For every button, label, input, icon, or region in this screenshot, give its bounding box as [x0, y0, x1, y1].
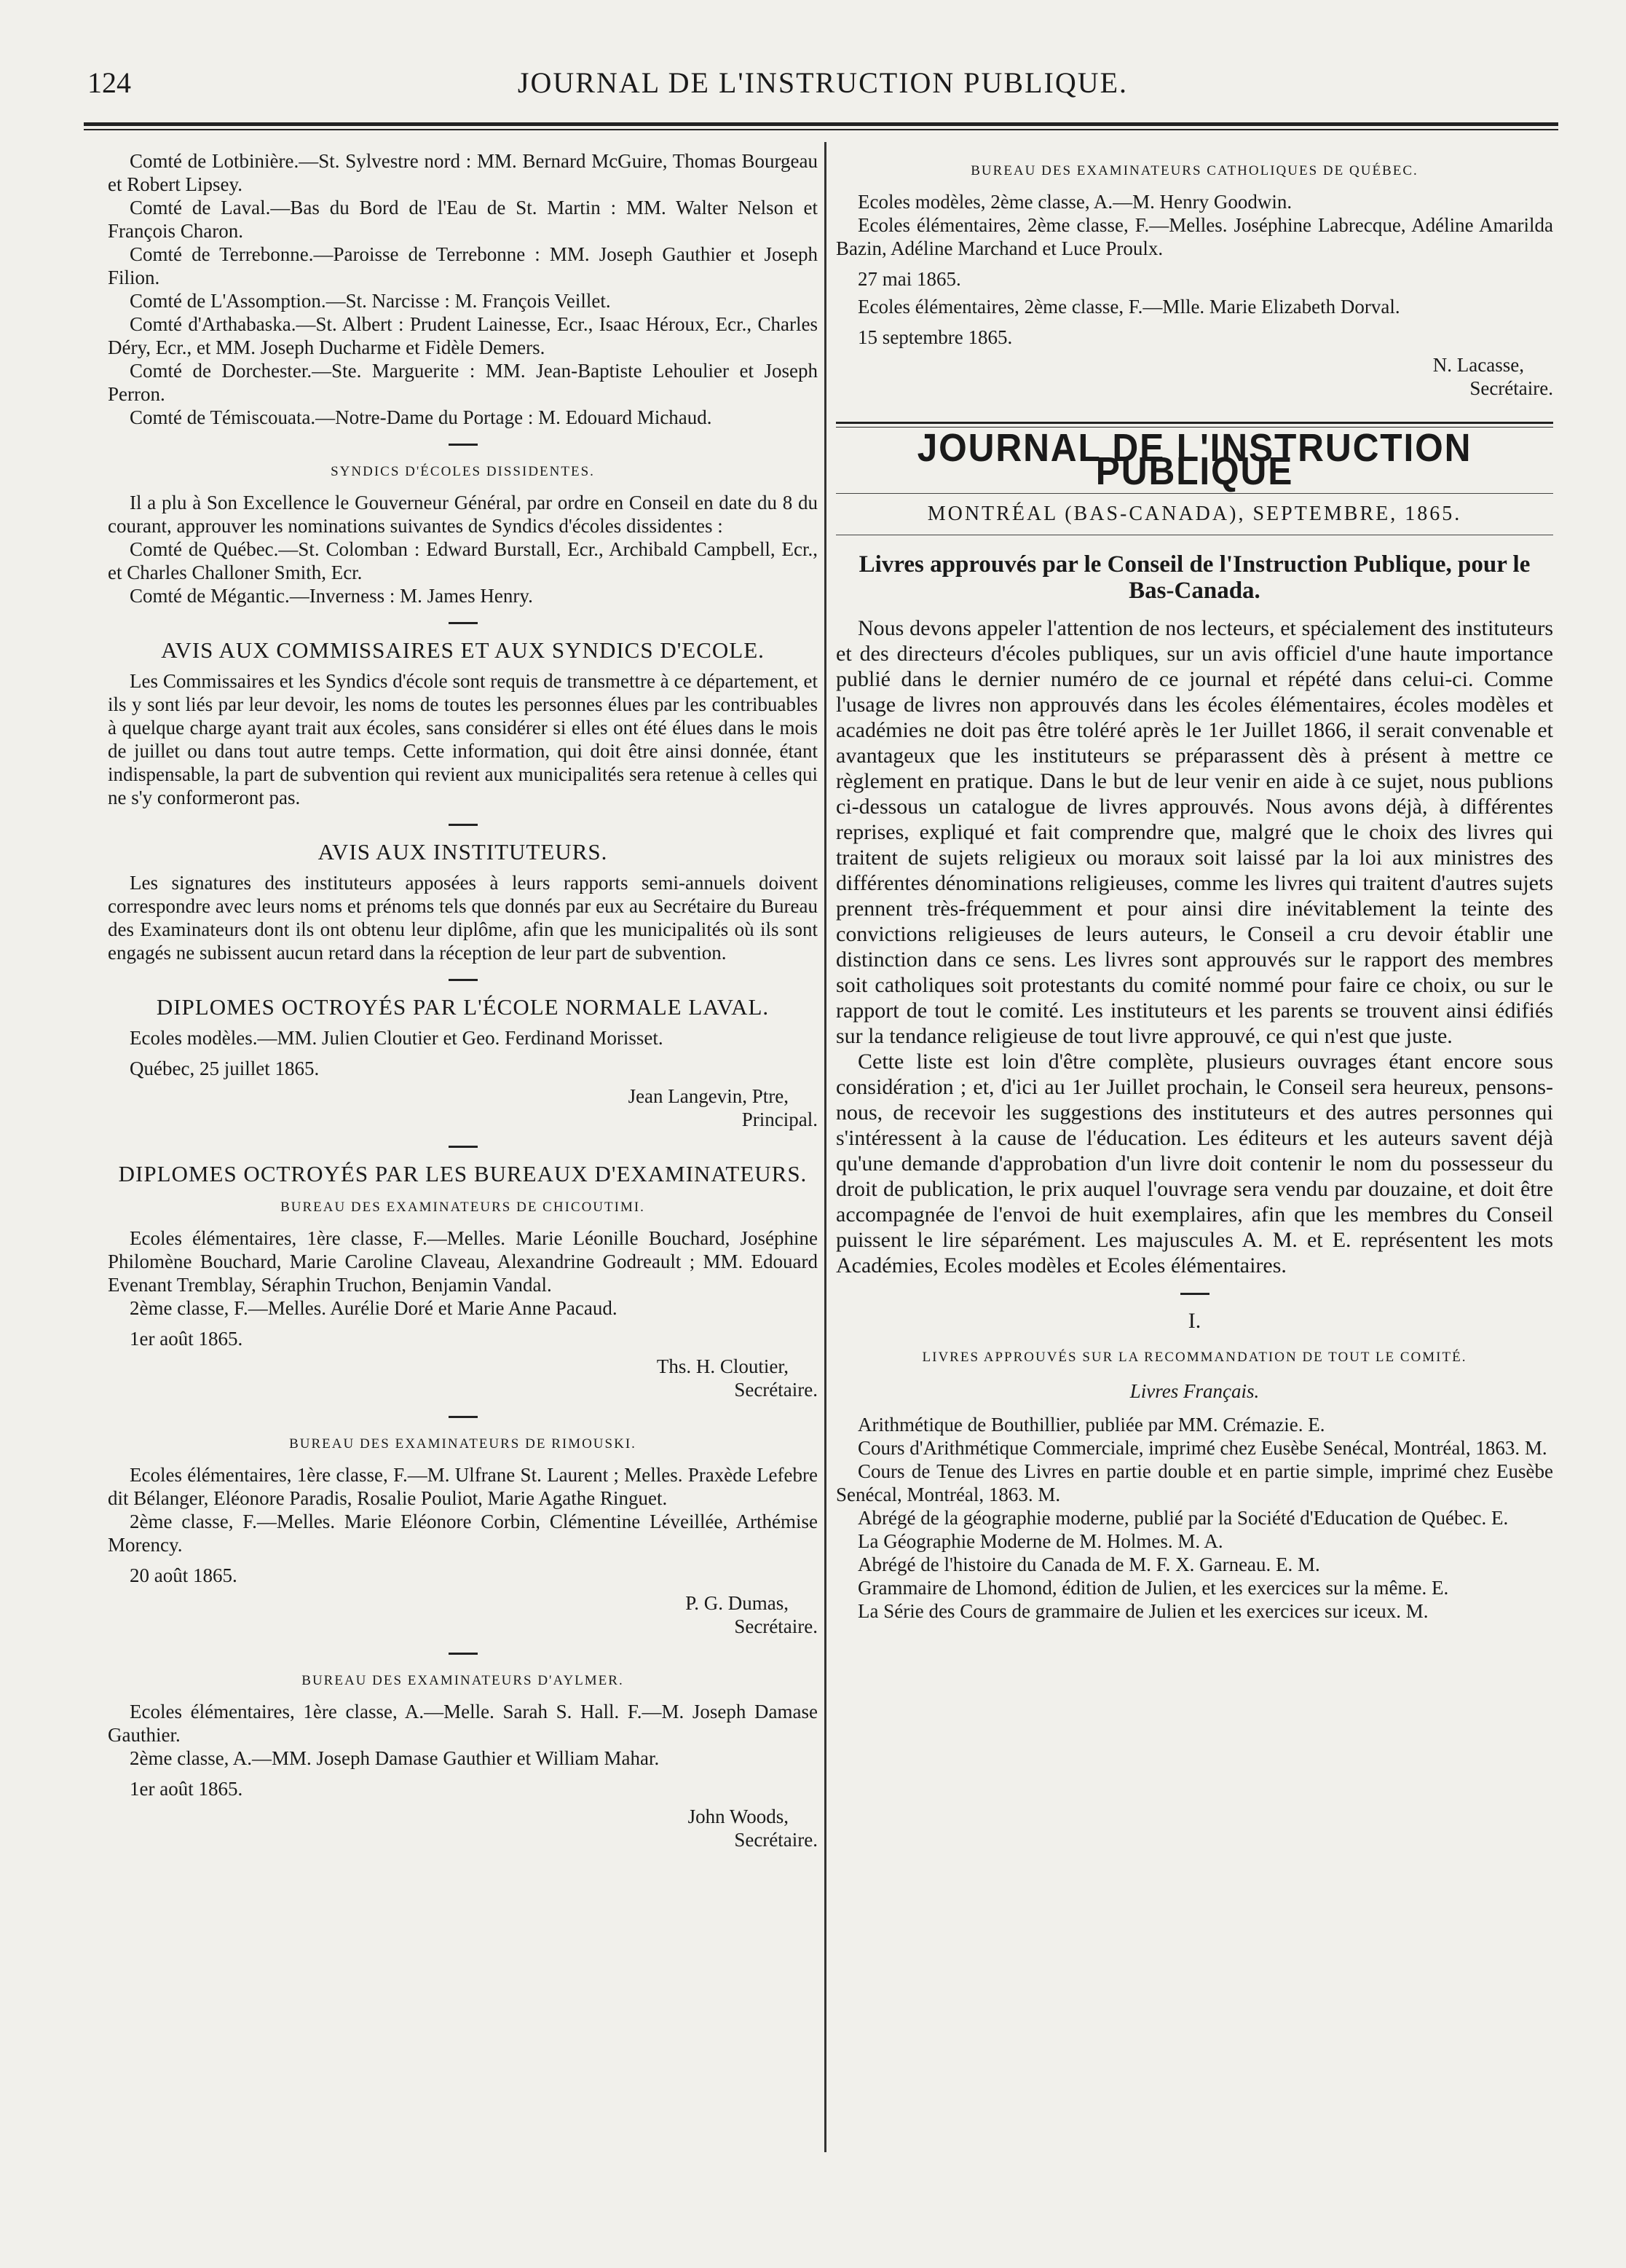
chicoutimi-heading: BUREAU DES EXAMINATEURS DE CHICOUTIMI.: [280, 1200, 645, 1215]
section-number: I.: [1188, 1309, 1201, 1333]
dateline: MONTRÉAL (BAS-CANADA), SEPTEMBRE, 1865.: [927, 503, 1462, 525]
article-paragraph: Cette liste est loin d'être complète, plusieurs ouvrages étant encore sous considération ; et, d'ici au 1er Juillet prochain, le Conseil sera heureux, pensons-nous, de recevoir les suggestions des instituteurs et des autres personnes qui s'intéressent à la cause de l'éducation. Les éditeurs et les auteurs savent déjà qu'une demande d'approbation d'un livre doit contenir le nom du possesseur du droit de publication, le prix auquel l'ouvrage sera vendu par douzaine, et doit être accompagnée de l'envoi de huit exemplaires, afin que les membres du Conseil puissent le lire séparément. Les majuscules A. M. et E. représentent les mots Académies, Ecoles modèles et Ecoles élémentaires.: [836, 1050, 1553, 1277]
laval-title: DIPLOMES OCTROYÉS PAR L'ÉCOLE NORMALE LAVAL.: [156, 994, 770, 1020]
aylmer-role: Secrétaire.: [734, 1829, 818, 1851]
book-entry: Arithmétique de Bouthillier, publiée par MM. Crémazie. E.: [858, 1414, 1325, 1436]
book-entry: Abrégé de l'histoire du Canada de M. F. X. Garneau. E. M.: [858, 1554, 1320, 1575]
chicoutimi-entry: Ecoles élémentaires, 1ère classe, F.—Melles. Marie Léonille Bouchard, Joséphine Philomène Bouchard, Marie Caroline Claveau, Alexandrine Godreault ; MM. Edouard Evenant Tremblay, Séraphin Truchon, Benjamin Vandal.: [108, 1227, 818, 1296]
rimouski-entry: Ecoles élémentaires, 1ère classe, F.—M. Ulfrane St. Laurent ; Melles. Praxède Lefebre dit Bélanger, Eléonore Paradis, Rosalie Pouliot, Marie Agathe Ringuet.: [108, 1464, 818, 1509]
quebec-heading: BUREAU DES EXAMINATEURS CATHOLIQUES DE QUÉBEC.: [971, 163, 1418, 178]
separator-dash: [449, 979, 478, 981]
aylmer-entry: Ecoles élémentaires, 1ère classe, A.—Melle. Sarah S. Hall. F.—M. Joseph Damase Gauthier.: [108, 1701, 818, 1746]
rimouski-date: 20 août 1865.: [130, 1564, 237, 1586]
syndic-entry: Comté de Mégantic.—Inverness : M. James Henry.: [130, 585, 533, 607]
page-number: 124: [87, 66, 131, 99]
right-column: [836, 149, 1553, 1623]
rimouski-signature: P. G. Dumas,: [685, 1592, 789, 1614]
book-entry: Cours d'Arithmétique Commerciale, imprimé chez Eusèbe Senécal, Montréal, 1863. M.: [858, 1437, 1547, 1459]
article-paragraph: Nous devons appeler l'attention de nos lecteurs, et spécialement des instituteurs et des directeurs d'écoles publiques, sur un avis officiel d'une haute importance publié dans le dernier numéro de ce journal et répété dans celui-ci. Comme l'usage de livres non approuvés dans les écoles élémentaires, écoles modèles et académies ne doit pas être toléré après le 1er Juillet 1866, il serait convenable et avantageux que les instituteurs se préparassent dès à présent à mettre ce règlement en pratique. Dans le but de leur venir en aide à ce sujet, nous publions ci-dessous un catalogue de livres approuvés. Nous avons déjà, à différentes reprises, expliqué et fait comprendre que, malgré que le choix des livres qui traitent de sujets religieux ou moraux soit laissé par la loi aux ministres des différentes dénominations religieuses, comme les livres qui traitent d'autres sujets prennent très-fréquemment et pour ainsi dire inévitablement la teinte des convictions religieuses de leurs auteurs, le Conseil a cru devoir établir une distinction dans ce sens. Les livres sont approuvés sur le rapport des membres soit catholiques soit protestants du comité nommé pour faire ce choix, ou sur le rapport de tout le comité. Les instituteurs et les parents se trouvent ainsi édifiés sur la tendance religieuse de tout livre approuvé, ce qui n'est que juste.: [836, 616, 1553, 1048]
aylmer-heading: BUREAU DES EXAMINATEURS D'AYLMER.: [301, 1673, 624, 1688]
nomination: Comté de Lotbinière.—St. Sylvestre nord : MM. Bernard McGuire, Thomas Bourgeau et Robert Lipsey.: [108, 150, 818, 195]
nomination: Comté de L'Assomption.—St. Narcisse : M. François Veillet.: [130, 290, 611, 312]
nomination: Comté de Dorchester.—Ste. Marguerite : MM. Jean-Baptiste Lehoulier et Joseph Perron.: [108, 360, 818, 405]
book-entry: Abrégé de la géographie moderne, publié par la Société d'Education de Québec. E.: [858, 1507, 1509, 1529]
separator-dash: [1180, 1293, 1209, 1295]
separator-dash: [449, 824, 478, 826]
page-header: [87, 66, 1558, 109]
list-subheading: Livres Français.: [1129, 1380, 1260, 1402]
separator-dash: [449, 1416, 478, 1418]
laval-role: Principal.: [741, 1109, 818, 1130]
separator-dash: [449, 1146, 478, 1148]
syndics-heading: SYNDICS D'ÉCOLES DISSIDENTES.: [331, 464, 595, 479]
avis-instituteurs-text: Les signatures des instituteurs apposées à leurs rapports semi-annuels doivent correspondre avec leurs noms et prénoms tels que donnés par eux au Secrétaire du Bureau des Examinateurs dont ils ont obtenu leur diplôme, afin que les municipalités où ils sont engagés ne subissent aucun retard dans la réception de leur part de subvention.: [108, 872, 818, 964]
aylmer-entry: 2ème classe, A.—MM. Joseph Damase Gauthier et William Mahar.: [130, 1747, 660, 1769]
separator-dash: [449, 622, 478, 624]
quebec-entry: Ecoles élémentaires, 2ème classe, F.—Mlle. Marie Elizabeth Dorval.: [858, 296, 1400, 318]
book-entry: La Série des Cours de grammaire de Julien et les exercices sur iceux. M.: [858, 1600, 1429, 1622]
column-divider: [824, 142, 826, 2152]
rimouski-entry: 2ème classe, F.—Melles. Marie Eléonore Corbin, Clémentine Léveillée, Arthémise Morency.: [108, 1511, 818, 1556]
masthead: JOURNAL DE L'INSTRUCTION PUBLIQUE: [917, 426, 1472, 493]
quebec-role: Secrétaire.: [1469, 377, 1553, 399]
header-rule-thin: [84, 129, 1558, 130]
separator-dash: [449, 1653, 478, 1655]
nomination: Comté d'Arthabaska.—St. Albert : Prudent Lainesse, Ecr., Isaac Héroux, Ecr., Charles Déry, Ecr., et MM. Joseph Ducharme et Fidèle Demers.: [108, 313, 818, 358]
laval-date: Québec, 25 juillet 1865.: [130, 1058, 320, 1079]
book-entry: Cours de Tenue des Livres en partie double et en partie simple, imprimé chez Eusèbe Senécal, Montréal, 1863. M.: [836, 1460, 1553, 1505]
left-column: [108, 149, 818, 1851]
quebec-entry: Ecoles modèles, 2ème classe, A.—M. Henry Goodwin.: [858, 191, 1292, 213]
separator-dash: [449, 444, 478, 446]
masthead-underline: [836, 493, 1553, 494]
rimouski-heading: BUREAU DES EXAMINATEURS DE RIMOUSKI.: [289, 1436, 636, 1452]
avis-instituteurs-title: AVIS AUX INSTITUTEURS.: [317, 839, 608, 865]
quebec-entry: Ecoles élémentaires, 2ème classe, F.—Melles. Joséphine Labrecque, Adéline Amarilda Bazin, Adéline Marchand et Luce Proulx.: [836, 214, 1553, 259]
nomination: Comté de Terrebonne.—Paroisse de Terrebonne : MM. Joseph Gauthier et Joseph Filion.: [108, 243, 818, 288]
quebec-date: 15 septembre 1865.: [858, 326, 1013, 348]
laval-text: Ecoles modèles.—MM. Julien Cloutier et Geo. Ferdinand Morisset.: [130, 1027, 663, 1049]
chicoutimi-signature: Ths. H. Cloutier,: [656, 1355, 789, 1377]
running-title: JOURNAL DE L'INSTRUCTION PUBLIQUE.: [517, 66, 1129, 99]
aylmer-date: 1er août 1865.: [130, 1778, 243, 1800]
laval-signature: Jean Langevin, Ptre,: [628, 1085, 789, 1107]
avis-commissaires-text: Les Commissaires et les Syndics d'école sont requis de transmettre à ce département, et ils y sont liés par leur devoir, les noms de toutes les personnes élues par les contribuables à quelque charge ayant trait aux écoles, sans considérer si elles ont été élues dans le mois de juillet ou dans tout autre temps. Cette information, qui doit être ainsi donnée, étant indispensable, la part de subvention qui revient aux municipalités sera retenue à celles qui ne s'y conformeront pas.: [108, 670, 818, 808]
book-entry: La Géographie Moderne de M. Holmes. M. A.: [858, 1530, 1223, 1552]
syndic-entry: Comté de Québec.—St. Colomban : Edward Burstall, Ecr., Archibald Campbell, Ecr., et Charles Challoner Smith, Ecr.: [108, 538, 818, 583]
syndics-intro: Il a plu à Son Excellence le Gouverneur Général, par ordre en Conseil en date du 8 du courant, approuver les nominations suivantes de Syndics d'écoles dissidentes :: [108, 492, 818, 537]
quebec-date: 27 mai 1865.: [858, 268, 961, 290]
rimouski-role: Secrétaire.: [734, 1615, 818, 1637]
article-title: Livres approuvés par le Conseil de l'Instruction Publique, pour le Bas-Canada.: [859, 551, 1531, 604]
chicoutimi-entry: 2ème classe, F.—Melles. Aurélie Doré et Marie Anne Pacaud.: [130, 1297, 617, 1319]
book-entry: Grammaire de Lhomond, édition de Julien, et les exercices sur la même. E.: [858, 1577, 1449, 1599]
list-heading: LIVRES APPROUVÉS SUR LA RECOMMANDATION DE TOUT LE COMITÉ.: [922, 1350, 1467, 1365]
chicoutimi-role: Secrétaire.: [734, 1379, 818, 1401]
chicoutimi-date: 1er août 1865.: [130, 1328, 243, 1350]
quebec-signature: N. Lacasse,: [1432, 354, 1524, 376]
bureaux-title: DIPLOMES OCTROYÉS PAR LES BUREAUX D'EXAMINATEURS.: [118, 1161, 808, 1186]
header-rule: [84, 122, 1558, 126]
nomination: Comté de Laval.—Bas du Bord de l'Eau de St. Martin : MM. Walter Nelson et François Charon.: [108, 197, 818, 242]
aylmer-signature: John Woods,: [687, 1806, 789, 1827]
avis-commissaires-title: AVIS AUX COMMISSAIRES ET AUX SYNDICS D'ECOLE.: [161, 637, 765, 663]
nomination: Comté de Témiscouata.—Notre-Dame du Portage : M. Edouard Michaud.: [130, 406, 712, 428]
